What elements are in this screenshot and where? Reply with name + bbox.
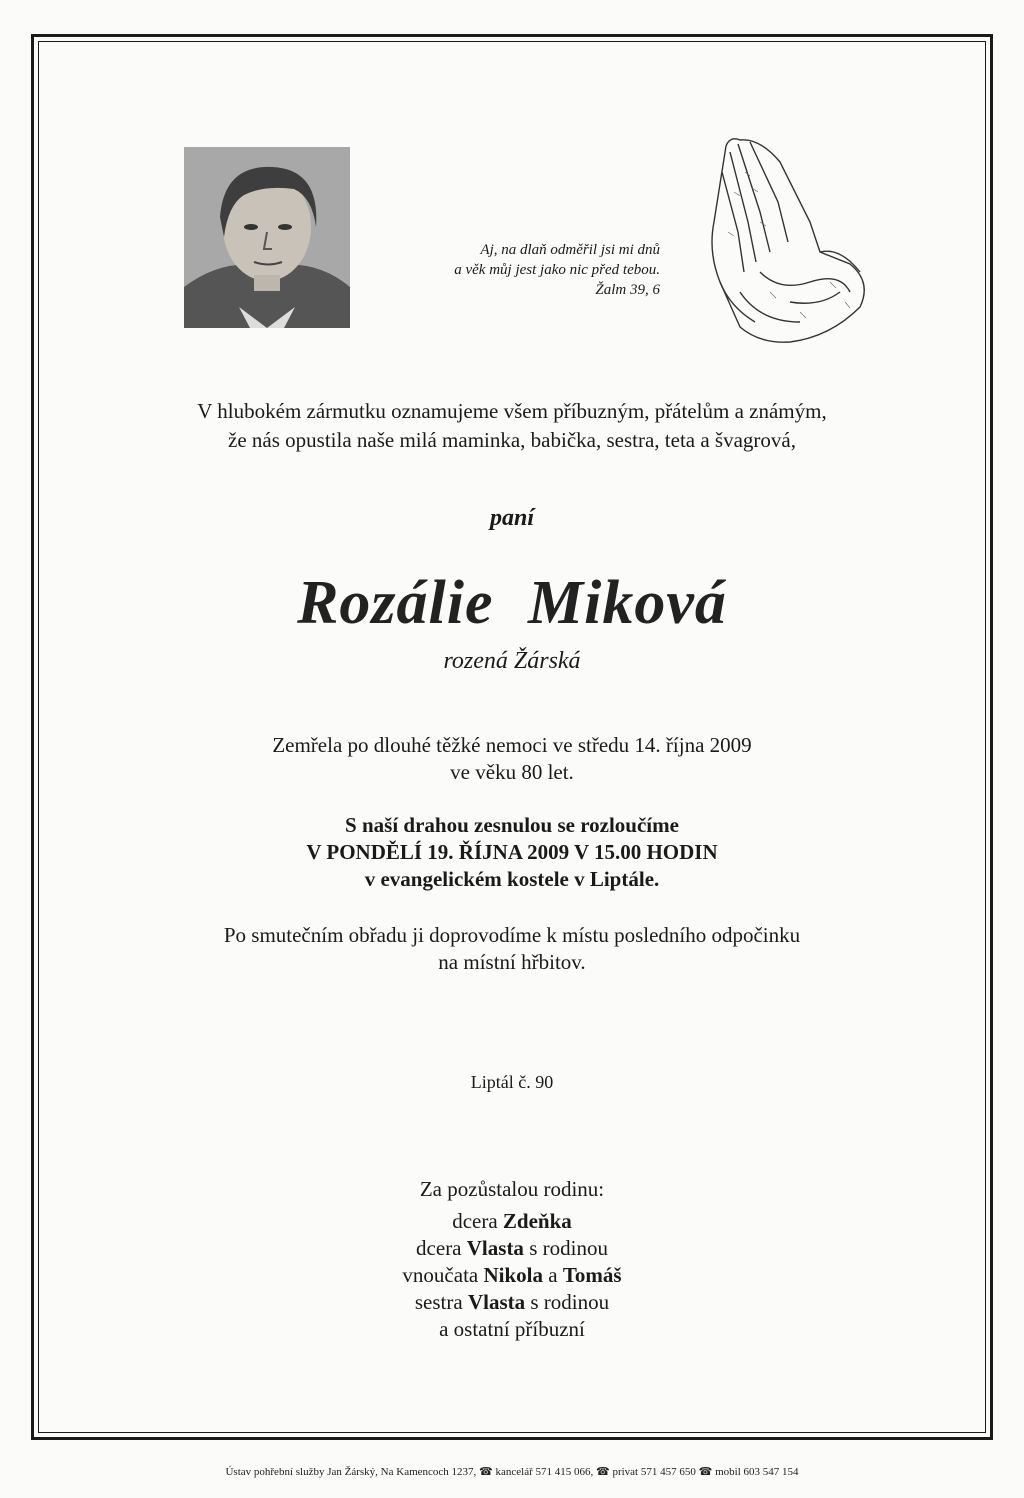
quote-source: Žalm 39, 6 xyxy=(595,282,660,298)
burial-line-1: Po smutečním obřadu ji doprovodíme k místu posledního odpočinku xyxy=(223,923,801,947)
death-info xyxy=(41,732,983,786)
family-suffix: s rodinou xyxy=(525,1290,610,1314)
family-name: Nikola xyxy=(483,1263,543,1287)
quote-line-2: a věk můj jest jako nic před tebou. xyxy=(454,262,660,278)
family-relation: a ostatní příbuzní xyxy=(439,1317,585,1341)
psalm-quote xyxy=(360,240,660,300)
ceremony-line-3: v evangelickém kostele v Liptále. xyxy=(364,867,660,891)
family-name: Zdeňka xyxy=(502,1209,572,1233)
ceremony-line-2: V PONDĚLÍ 19. ŘÍJNA 2009 V 15.00 HODIN xyxy=(306,840,718,864)
announcement-text xyxy=(41,397,983,455)
family-name: Vlasta xyxy=(466,1236,524,1260)
burial-info xyxy=(41,922,983,976)
family-relation: vnoučata xyxy=(402,1263,484,1287)
name-prefix: paní xyxy=(489,505,534,531)
company-info: Ústav pohřební služby Jan Žárský, Na Kamencoch 1237, xyxy=(225,1466,477,1478)
list-item xyxy=(41,1208,983,1235)
family-conjunction: a xyxy=(542,1263,563,1287)
list-item xyxy=(41,1316,983,1343)
list-item xyxy=(41,1289,983,1316)
portrait-photo xyxy=(184,147,350,328)
ceremony-info xyxy=(41,812,983,893)
praying-hands-icon xyxy=(700,132,880,347)
mobile-phone: mobil 603 547 154 xyxy=(715,1466,799,1478)
list-item xyxy=(41,1235,983,1262)
burial-line-2: na místní hřbitov. xyxy=(438,950,586,974)
family-name-2: Tomáš xyxy=(562,1263,622,1287)
intro-line-2: že nás opustila naše milá maminka, babička, sestra, teta a švagrová, xyxy=(228,428,796,452)
phone-icon: ☎ xyxy=(479,1466,493,1478)
family-suffix: s rodinou xyxy=(523,1236,608,1260)
death-line-2: ve věku 80 let. xyxy=(450,760,574,784)
intro-line-1: V hlubokém zármutku oznamujeme všem příbuzným, přátelům a známým, xyxy=(197,399,827,423)
ceremony-line-1: S naší drahou zesnulou se rozloučíme xyxy=(345,813,679,837)
list-item xyxy=(41,1262,983,1289)
maiden-name: rozená Žárská xyxy=(443,648,581,674)
phone-icon: ☎ xyxy=(698,1466,713,1478)
family-title: Za pozůstalou rodinu: xyxy=(419,1177,605,1201)
family-relation: dcera xyxy=(452,1209,503,1233)
quote-line-1: Aj, na dlaň odměřil jsi mi dnů xyxy=(480,242,660,258)
family-relation: dcera xyxy=(416,1236,467,1260)
family-name: Vlasta xyxy=(467,1290,526,1314)
address: Liptál č. 90 xyxy=(470,1072,554,1092)
phone-icon: ☎ xyxy=(596,1466,610,1478)
family-list xyxy=(41,1208,983,1343)
family-relation: sestra xyxy=(414,1290,468,1314)
death-line-1: Zemřela po dlouhé těžké nemoci ve středu 14. října 2009 xyxy=(272,733,752,757)
funeral-service-footer xyxy=(0,1465,1024,1478)
deceased-name: Rozálie Miková xyxy=(297,569,727,637)
office-phone: kancelář 571 415 066, xyxy=(495,1466,594,1478)
private-phone: privat 571 457 650 xyxy=(612,1466,696,1478)
